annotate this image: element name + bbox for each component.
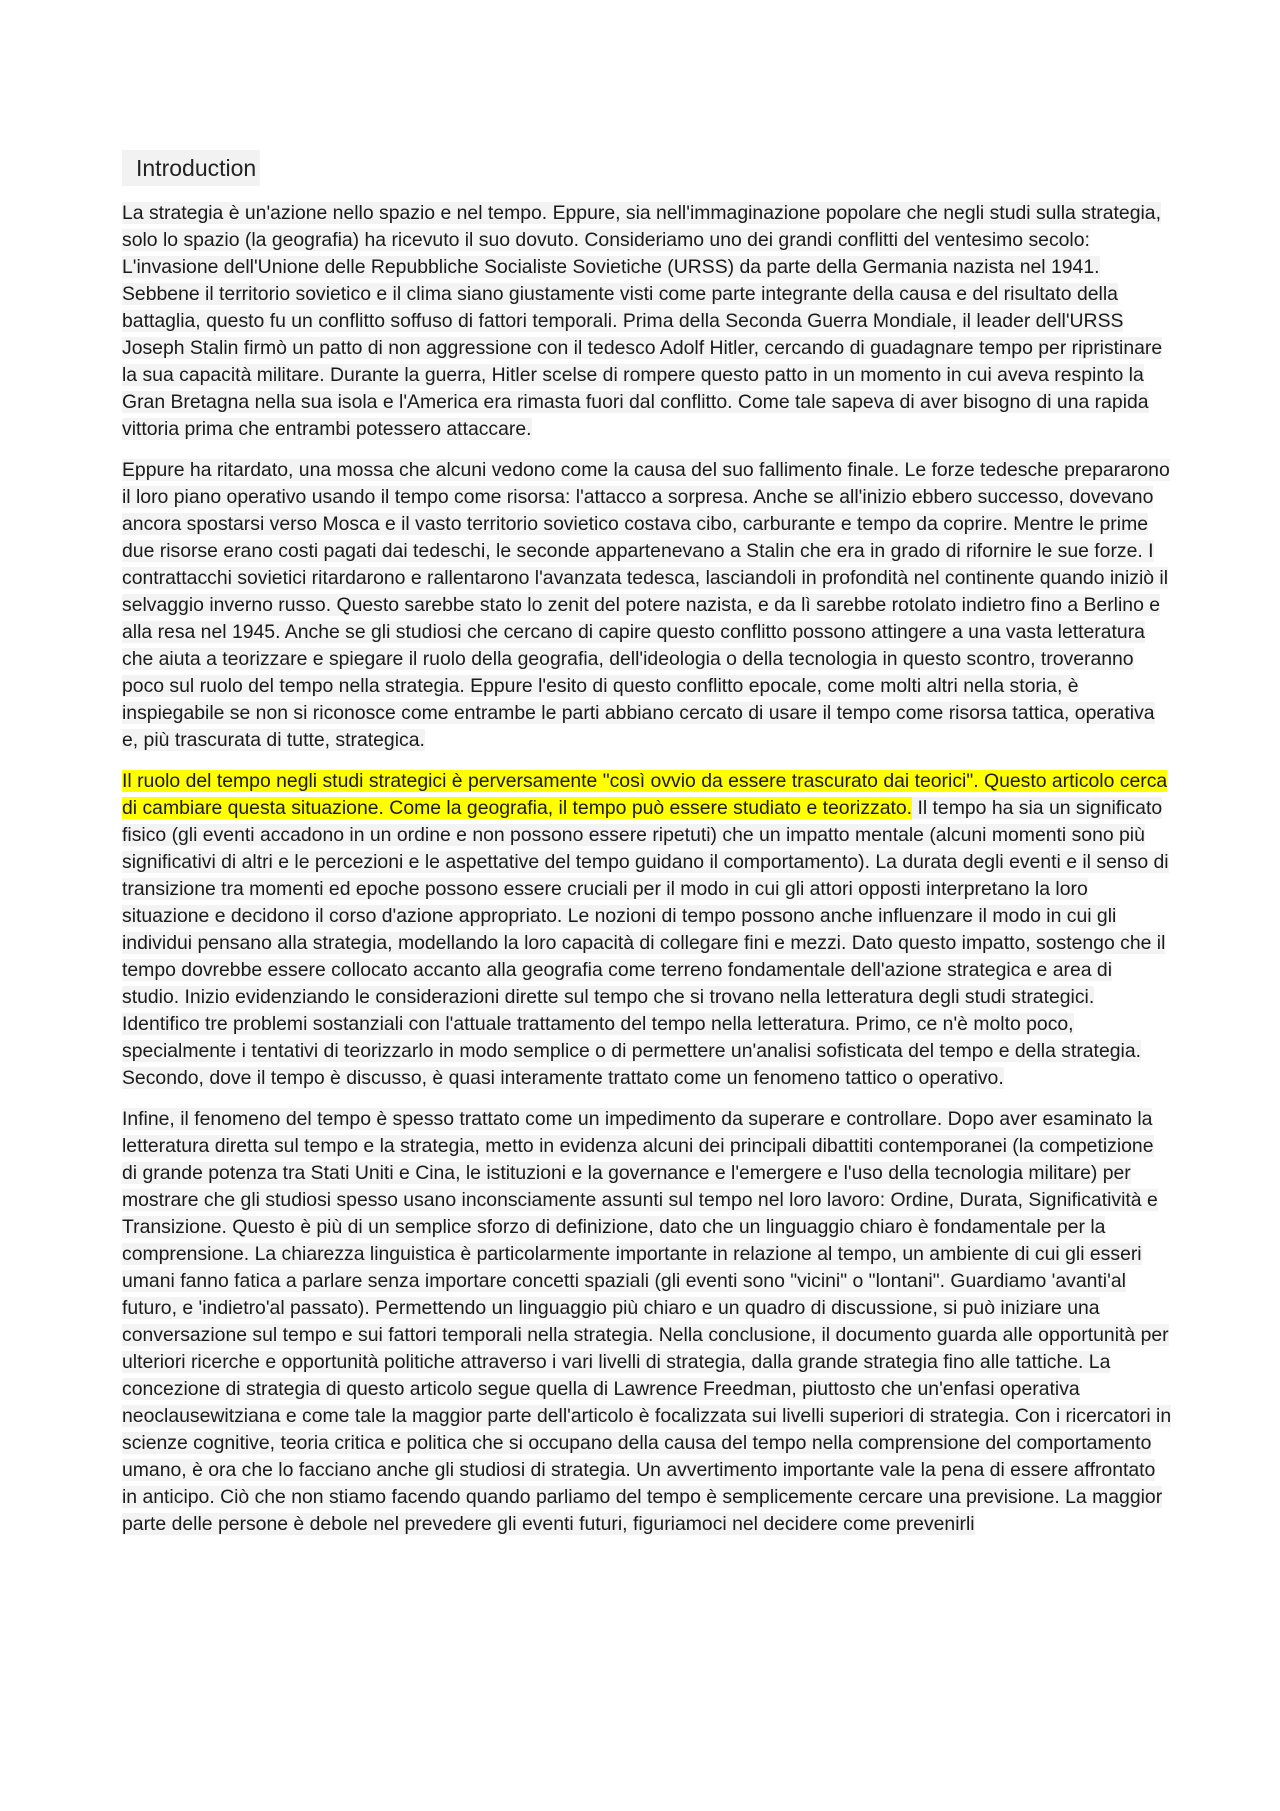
paragraph-3-text: Il tempo ha sia un significato fisico (gli eventi accadono in un ordine e non possono essere ripetuti) che un impatto mentale (alcuni momenti sono più significativi di altri e le percezioni e le aspettative del tempo guidano il comportamento). La durata degli eventi e il senso di transizione tra momenti ed epoche possono essere cruciali per il modo in cui gli attori opposti interpretano la loro situazione e decidono il corso d'azione appropriato. Le nozioni di tempo possono anche influenzare il modo in cui gli individui pensano alla strategia, modellando la loro capacità di collegare fini e mezzi. Dato questo impatto, sostengo che il tempo dovrebbe essere collocato accanto alla geografia come terreno fondamentale dell'azione strategica e area di studio. Inizio evidenziando le considerazioni dirette sul tempo che si trovano nella letteratura degli studi strategici. Identifico tre problemi sostanziali con l'attuale trattamento del tempo nella letteratura. Primo, ce n'è molto poco, specialmente i tentativi di teorizzarlo in modo semplice o di permettere un'analisi sofisticata del tempo e della strategia. Secondo, dove il tempo è discusso, è quasi interamente trattato come un fenomeno tattico o operativo. — [122, 797, 1169, 1089]
document-body — [122, 150, 1172, 1552]
paragraph-2-text: Eppure ha ritardato, una mossa che alcuni vedono come la causa del suo fallimento finale. Le forze tedesche prepararono il loro piano operativo usando il tempo come risorsa: l'attacco a sorpresa. Anche se all'inizio ebbero successo, dovevano ancora spostarsi verso Mosca e il vasto territorio sovietico costava cibo, carburante e tempo da coprire. Mentre le prime due risorse erano costi pagati dai tedeschi, le seconde appartenevano a Stalin che era in grado di rifornire le sue forze. I contrattacchi sovietici ritardarono e rallentarono l'avanzata tedesca, lasciandoli in profondità nel continente quando iniziò il selvaggio inverno russo. Questo sarebbe stato lo zenit del potere nazista, e da lì sarebbe rotolato indietro fino a Berlino e alla resa nel 1945. Anche se gli studiosi che cercano di capire questo conflitto possono attingere a una vasta letteratura che aiuta a teorizzare e spiegare il ruolo della geografia, dell'ideologia o della tecnologia in questo scontro, troveranno poco sul ruolo del tempo nella strategia. Eppure l'esito di questo conflitto epocale, come molti altri nella storia, è inspiegabile se non si riconosce come entrambe le parti abbiano cercato di usare il tempo come risorsa tattica, operativa e, più trascurata di tutte, strategica. — [122, 459, 1170, 751]
paragraph-1-text: La strategia è un'azione nello spazio e nel tempo. Eppure, sia nell'immaginazione popolare che negli studi sulla strategia, solo lo spazio (la geografia) ha ricevuto il suo dovuto. Consideriamo uno dei grandi conflitti del ventesimo secolo: L'invasione dell'Unione delle Repubbliche Socialiste Sovietiche (URSS) da parte della Germania nazista nel 1941. Sebbene il territorio sovietico e il clima siano giustamente visti come parte integrante della causa e del risultato della battaglia, questo fu un conflitto soffuso di fattori temporali. Prima della Seconda Guerra Mondiale, il leader dell'URSS Joseph Stalin firmò un patto di non aggressione con il tedesco Adolf Hitler, cercando di guadagnare tempo per ripristinare la sua capacità militare. Durante la guerra, Hitler scelse di rompere questo patto in un momento in cui aveva respinto la Gran Bretagna nella sua isola e l'America era rimasta fuori dal conflitto. Come tale sapeva di aver bisogno di una rapida vittoria prima che entrambi potessero attaccare. — [122, 202, 1163, 440]
highlighted-text: Il ruolo del tempo negli studi strategici è perversamente "così ovvio da essere trascurato dai teorici". Questo articolo cerca di cambiare questa situazione. Come la geografia, il tempo può essere studiato e teorizzato. — [122, 770, 1168, 819]
section-heading: Introduction — [122, 150, 260, 186]
paragraph-1 — [122, 200, 1172, 443]
paragraph-4 — [122, 1106, 1172, 1538]
paragraph-2 — [122, 457, 1172, 754]
paragraph-4-text: Infine, il fenomeno del tempo è spesso trattato come un impedimento da superare e controllare. Dopo aver esaminato la letteratura diretta sul tempo e la strategia, metto in evidenza alcuni dei principali dibattiti contemporanei (la competizione di grande potenza tra Stati Uniti e Cina, le istituzioni e la governance e l'emergere e l'uso della tecnologia militare) per mostrare che gli studiosi spesso usano inconsciamente assunti sul tempo nel loro lavoro: Ordine, Durata, Significatività e Transizione. Questo è più di un semplice sforzo di definizione, dato che un linguaggio chiaro è fondamentale per la comprensione. La chiarezza linguistica è particolarmente importante in relazione al tempo, un ambiente di cui gli esseri umani fanno fatica a parlare senza importare concetti spaziali (gli eventi sono "vicini" o "lontani". Guardiamo 'avanti'al futuro, e 'indietro'al passato). Permettendo un linguaggio più chiaro e un quadro di discussione, si può iniziare una conversazione sul tempo e sui fattori temporali nella strategia. Nella conclusione, il documento guarda alle opportunità per ulteriori ricerche e opportunità politiche attraverso i vari livelli di strategia, dalla grande strategia fino alle tattiche. La concezione di strategia di questo articolo segue quella di Lawrence Freedman, piuttosto che un'enfasi operativa neoclausewitziana e come tale la maggior parte dell'articolo è focalizzata sui livelli superiori di strategia. Con i ricercatori in scienze cognitive, teoria critica e politica che si occupano della causa del tempo nella comprensione del comportamento umano, è ora che lo facciano anche gli studiosi di strategia. Un avvertimento importante vale la pena di essere affrontato in anticipo. Ciò che non stiamo facendo quando parliamo del tempo è semplicemente cercare una previsione. La maggior parte delle persone è debole nel prevedere gli eventi futuri, figuriamoci nel decidere come prevenirli — [122, 1108, 1172, 1535]
paragraph-3 — [122, 768, 1172, 1092]
